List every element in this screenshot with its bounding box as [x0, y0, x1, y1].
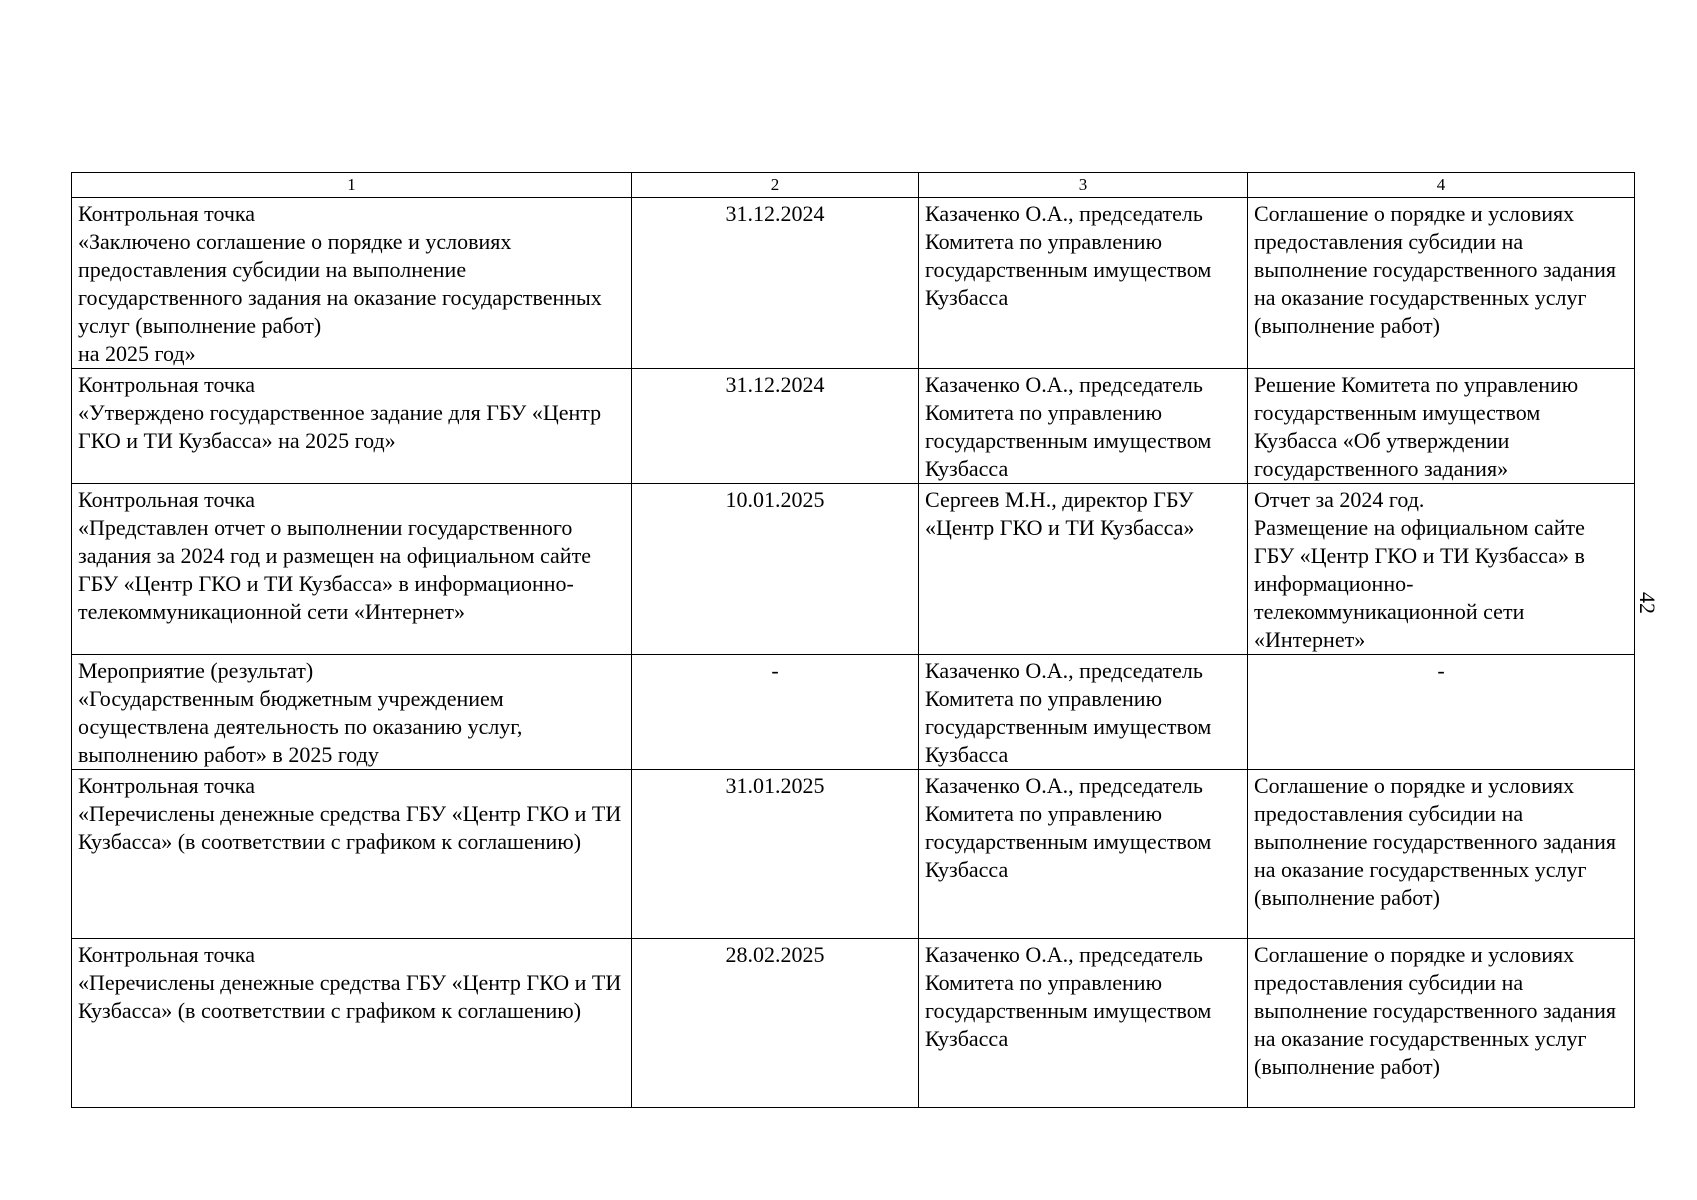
page-number: 42 [1635, 592, 1660, 614]
date-cell: 31.12.2024 [632, 198, 919, 369]
table-row [72, 369, 1635, 484]
table-row [72, 198, 1635, 369]
responsible-cell: Казаченко О.А., председатель Комитета по управлению государственным имуществом Кузбасса [919, 369, 1248, 484]
date-cell: 31.12.2024 [632, 369, 919, 484]
document-cell: Соглашение о порядке и условиях предоставления субсидии на выполнение государственного задания на оказание государственных услуг (выполнение работ) [1248, 939, 1635, 1108]
column-number-row [72, 173, 1635, 198]
date-cell: 10.01.2025 [632, 484, 919, 655]
event-name-cell: Контрольная точка «Перечислены денежные средства ГБУ «Центр ГКО и ТИ Кузбасса» (в соответствии с графиком к соглашению) [72, 939, 632, 1108]
event-name-cell: Мероприятие (результат) «Государственным бюджетным учреждением осуществлена деятельность по оказанию услуг, выполнению работ» в 2025 году [72, 655, 632, 770]
table-row [72, 484, 1635, 655]
document-cell: - [1248, 655, 1635, 770]
table-row [72, 770, 1635, 939]
table-row [72, 939, 1635, 1108]
event-name-cell: Контрольная точка «Перечислены денежные средства ГБУ «Центр ГКО и ТИ Кузбасса» (в соответствии с графиком к соглашению) [72, 770, 632, 939]
responsible-cell: Казаченко О.А., председатель Комитета по управлению государственным имуществом Кузбасса [919, 198, 1248, 369]
event-name-cell: Контрольная точка «Представлен отчет о выполнении государственного задания за 2024 год и размещен на официальном сайте ГБУ «Центр ГКО и ТИ Кузбасса» в информационно-телекоммуникационной сети «Интернет» [72, 484, 632, 655]
date-cell: 31.01.2025 [632, 770, 919, 939]
plan-table [71, 172, 1635, 1108]
responsible-cell: Казаченко О.А., председатель Комитета по управлению государственным имуществом Кузбасса [919, 770, 1248, 939]
column-number: 3 [919, 173, 1248, 198]
column-number: 2 [632, 173, 919, 198]
column-number: 1 [72, 173, 632, 198]
document-cell: Соглашение о порядке и условиях предоставления субсидии на выполнение государственного задания на оказание государственных услуг (выполнение работ) [1248, 198, 1635, 369]
document-cell: Соглашение о порядке и условиях предоставления субсидии на выполнение государственного задания на оказание государственных услуг (выполнение работ) [1248, 770, 1635, 939]
responsible-cell: Казаченко О.А., председатель Комитета по управлению государственным имуществом Кузбасса [919, 939, 1248, 1108]
responsible-cell: Сергеев М.Н., директор ГБУ «Центр ГКО и ТИ Кузбасса» [919, 484, 1248, 655]
date-cell: 28.02.2025 [632, 939, 919, 1108]
document-cell: Решение Комитета по управлению государственным имуществом Кузбасса «Об утверждении государственного задания» [1248, 369, 1635, 484]
column-number: 4 [1248, 173, 1635, 198]
document-cell: Отчет за 2024 год. Размещение на официальном сайте ГБУ «Центр ГКО и ТИ Кузбасса» в информационно-телекоммуникационной сети «Интернет» [1248, 484, 1635, 655]
date-cell: - [632, 655, 919, 770]
responsible-cell: Казаченко О.А., председатель Комитета по управлению государственным имуществом Кузбасса [919, 655, 1248, 770]
table-row [72, 655, 1635, 770]
event-name-cell: Контрольная точка «Утверждено государственное задание для ГБУ «Центр ГКО и ТИ Кузбасса» на 2025 год» [72, 369, 632, 484]
event-name-cell: Контрольная точка «Заключено соглашение о порядке и условиях предоставления субсидии на выполнение государственного задания на оказание государственных услуг (выполнение работ) на 2025 год» [72, 198, 632, 369]
